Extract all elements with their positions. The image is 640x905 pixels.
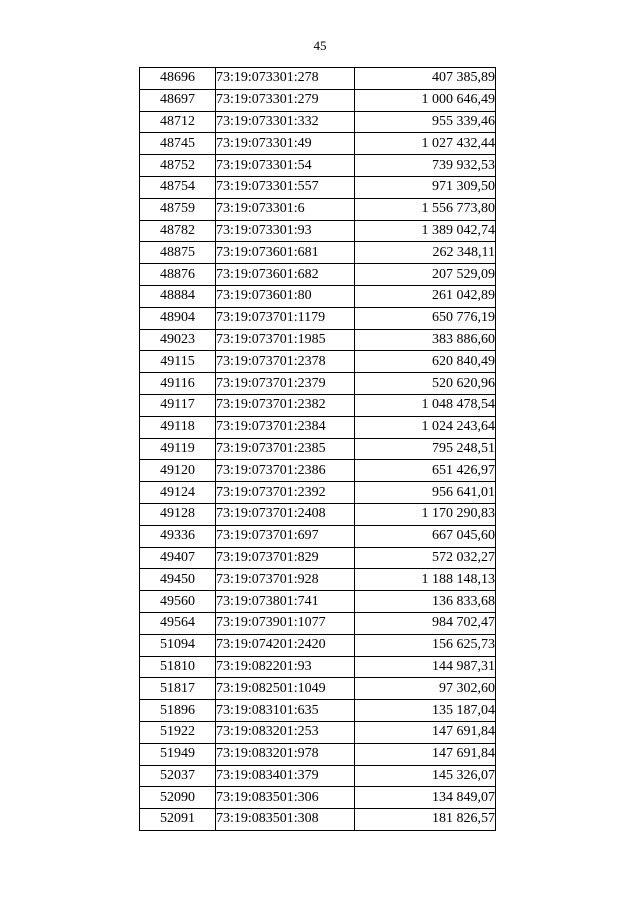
table-row xyxy=(140,176,496,198)
cadastral-value-cell: 572 032,27 xyxy=(355,547,496,569)
table-row xyxy=(140,591,496,613)
cadastral-value-cell: 620 840,49 xyxy=(355,351,496,373)
row-number-cell: 49450 xyxy=(140,569,216,591)
cadastral-value-cell: 956 641,01 xyxy=(355,482,496,504)
cadastral-value-cell: 156 625,73 xyxy=(355,634,496,656)
table-row xyxy=(140,68,496,90)
cadastral-value-cell: 520 620,96 xyxy=(355,373,496,395)
row-number-cell: 48876 xyxy=(140,264,216,286)
cadastral-value-cell: 1 024 243,64 xyxy=(355,416,496,438)
row-number-cell: 51949 xyxy=(140,743,216,765)
cadastral-value-cell: 955 339,46 xyxy=(355,111,496,133)
row-number-cell: 51817 xyxy=(140,678,216,700)
row-number-cell: 48875 xyxy=(140,242,216,264)
cadastral-value-cell: 1 389 042,74 xyxy=(355,220,496,242)
cadastral-number-cell: 73:19:083201:253 xyxy=(216,721,355,743)
cadastral-value-cell: 144 987,31 xyxy=(355,656,496,678)
row-number-cell: 48752 xyxy=(140,155,216,177)
table-row xyxy=(140,264,496,286)
table-row xyxy=(140,198,496,220)
cadastral-value-cell: 383 886,60 xyxy=(355,329,496,351)
table-body xyxy=(140,68,496,831)
table-row xyxy=(140,155,496,177)
cadastral-number-cell: 73:19:073601:80 xyxy=(216,285,355,307)
table-row xyxy=(140,111,496,133)
cadastral-number-cell: 73:19:073701:1985 xyxy=(216,329,355,351)
cadastral-number-cell: 73:19:073701:697 xyxy=(216,525,355,547)
table-row xyxy=(140,133,496,155)
table-row xyxy=(140,416,496,438)
cadastral-number-cell: 73:19:073701:2384 xyxy=(216,416,355,438)
cadastral-value-cell: 1 000 646,49 xyxy=(355,89,496,111)
cadastral-number-cell: 73:19:083201:978 xyxy=(216,743,355,765)
cadastral-number-cell: 73:19:073301:279 xyxy=(216,89,355,111)
cadastral-number-cell: 73:19:073301:278 xyxy=(216,68,355,90)
table-row xyxy=(140,329,496,351)
cadastral-number-cell: 73:19:073701:928 xyxy=(216,569,355,591)
cadastral-number-cell: 73:19:082201:93 xyxy=(216,656,355,678)
table-row xyxy=(140,307,496,329)
table-row xyxy=(140,656,496,678)
cadastral-value-cell: 651 426,97 xyxy=(355,460,496,482)
row-number-cell: 49115 xyxy=(140,351,216,373)
row-number-cell: 48697 xyxy=(140,89,216,111)
cadastral-value-cell: 147 691,84 xyxy=(355,743,496,765)
cadastral-number-cell: 73:19:073301:332 xyxy=(216,111,355,133)
cadastral-value-cell: 971 309,50 xyxy=(355,176,496,198)
row-number-cell: 48754 xyxy=(140,176,216,198)
row-number-cell: 49560 xyxy=(140,591,216,613)
cadastral-number-cell: 73:19:073301:93 xyxy=(216,220,355,242)
row-number-cell: 49120 xyxy=(140,460,216,482)
cadastral-number-cell: 73:19:073701:829 xyxy=(216,547,355,569)
cadastral-number-cell: 73:19:073301:6 xyxy=(216,198,355,220)
cadastral-number-cell: 73:19:073701:2379 xyxy=(216,373,355,395)
cadastral-value-cell: 795 248,51 xyxy=(355,438,496,460)
cadastral-value-cell: 181 826,57 xyxy=(355,809,496,831)
cadastral-number-cell: 73:19:073701:2385 xyxy=(216,438,355,460)
row-number-cell: 49336 xyxy=(140,525,216,547)
cadastral-value-cell: 147 691,84 xyxy=(355,721,496,743)
cadastral-number-cell: 73:19:074201:2420 xyxy=(216,634,355,656)
table-row xyxy=(140,351,496,373)
table-row xyxy=(140,438,496,460)
table-row xyxy=(140,809,496,831)
table-row xyxy=(140,525,496,547)
cadastral-number-cell: 73:19:083101:635 xyxy=(216,700,355,722)
cadastral-number-cell: 73:19:073701:2386 xyxy=(216,460,355,482)
row-number-cell: 52091 xyxy=(140,809,216,831)
cadastral-value-cell: 136 833,68 xyxy=(355,591,496,613)
row-number-cell: 48782 xyxy=(140,220,216,242)
row-number-cell: 49023 xyxy=(140,329,216,351)
table-row xyxy=(140,285,496,307)
cadastral-value-cell: 261 042,89 xyxy=(355,285,496,307)
cadastral-number-cell: 73:19:073301:49 xyxy=(216,133,355,155)
row-number-cell: 48745 xyxy=(140,133,216,155)
row-number-cell: 51922 xyxy=(140,721,216,743)
table-row xyxy=(140,787,496,809)
cadastral-number-cell: 73:19:082501:1049 xyxy=(216,678,355,700)
cadastral-value-cell: 145 326,07 xyxy=(355,765,496,787)
cadastral-number-cell: 73:19:073901:1077 xyxy=(216,612,355,634)
cadastral-number-cell: 73:19:083501:306 xyxy=(216,787,355,809)
table-row xyxy=(140,634,496,656)
row-number-cell: 51094 xyxy=(140,634,216,656)
row-number-cell: 51810 xyxy=(140,656,216,678)
cadastral-value-cell: 134 849,07 xyxy=(355,787,496,809)
row-number-cell: 51896 xyxy=(140,700,216,722)
cadastral-number-cell: 73:19:073701:2378 xyxy=(216,351,355,373)
table-row xyxy=(140,678,496,700)
cadastral-number-cell: 73:19:073301:557 xyxy=(216,176,355,198)
table-row xyxy=(140,89,496,111)
row-number-cell: 49128 xyxy=(140,503,216,525)
cadastral-value-cell: 407 385,89 xyxy=(355,68,496,90)
row-number-cell: 52037 xyxy=(140,765,216,787)
table-row xyxy=(140,220,496,242)
row-number-cell: 49564 xyxy=(140,612,216,634)
cadastral-number-cell: 73:19:073601:682 xyxy=(216,264,355,286)
row-number-cell: 49116 xyxy=(140,373,216,395)
row-number-cell: 48759 xyxy=(140,198,216,220)
cadastral-value-cell: 1 188 148,13 xyxy=(355,569,496,591)
table-row xyxy=(140,612,496,634)
cadastral-number-cell: 73:19:083401:379 xyxy=(216,765,355,787)
table-row xyxy=(140,765,496,787)
cadastral-number-cell: 73:19:073701:2382 xyxy=(216,394,355,416)
cadastral-number-cell: 73:19:083501:308 xyxy=(216,809,355,831)
row-number-cell: 49124 xyxy=(140,482,216,504)
page-number: 45 xyxy=(313,38,327,53)
cadastral-value-cell: 1 027 432,44 xyxy=(355,133,496,155)
table-row xyxy=(140,242,496,264)
table-row xyxy=(140,482,496,504)
row-number-cell: 52090 xyxy=(140,787,216,809)
cadastral-number-cell: 73:19:073801:741 xyxy=(216,591,355,613)
table-row xyxy=(140,569,496,591)
cadastral-number-cell: 73:19:073701:2392 xyxy=(216,482,355,504)
cadastral-value-cell: 97 302,60 xyxy=(355,678,496,700)
cadastral-value-cell: 739 932,53 xyxy=(355,155,496,177)
table-row xyxy=(140,700,496,722)
cadastral-number-cell: 73:19:073701:1179 xyxy=(216,307,355,329)
row-number-cell: 48904 xyxy=(140,307,216,329)
cadastral-value-cell: 207 529,09 xyxy=(355,264,496,286)
cadastral-number-cell: 73:19:073601:681 xyxy=(216,242,355,264)
cadastral-value-cell: 650 776,19 xyxy=(355,307,496,329)
cadastral-number-cell: 73:19:073701:2408 xyxy=(216,503,355,525)
cadastral-value-cell: 135 187,04 xyxy=(355,700,496,722)
row-number-cell: 49118 xyxy=(140,416,216,438)
row-number-cell: 49407 xyxy=(140,547,216,569)
cadastral-value-cell: 1 556 773,80 xyxy=(355,198,496,220)
row-number-cell: 48696 xyxy=(140,68,216,90)
row-number-cell: 48712 xyxy=(140,111,216,133)
cadastral-value-cell: 1 048 478,54 xyxy=(355,394,496,416)
cadastral-value-cell: 1 170 290,83 xyxy=(355,503,496,525)
row-number-cell: 49119 xyxy=(140,438,216,460)
table-row xyxy=(140,460,496,482)
table-row xyxy=(140,503,496,525)
table-row xyxy=(140,743,496,765)
cadastral-value-cell: 667 045,60 xyxy=(355,525,496,547)
cadastral-number-cell: 73:19:073301:54 xyxy=(216,155,355,177)
table-row xyxy=(140,547,496,569)
cadastral-value-cell: 984 702,47 xyxy=(355,612,496,634)
row-number-cell: 49117 xyxy=(140,394,216,416)
cadastral-value-table xyxy=(139,67,496,831)
row-number-cell: 48884 xyxy=(140,285,216,307)
table-row xyxy=(140,721,496,743)
table-row xyxy=(140,394,496,416)
table-row xyxy=(140,373,496,395)
cadastral-value-cell: 262 348,11 xyxy=(355,242,496,264)
